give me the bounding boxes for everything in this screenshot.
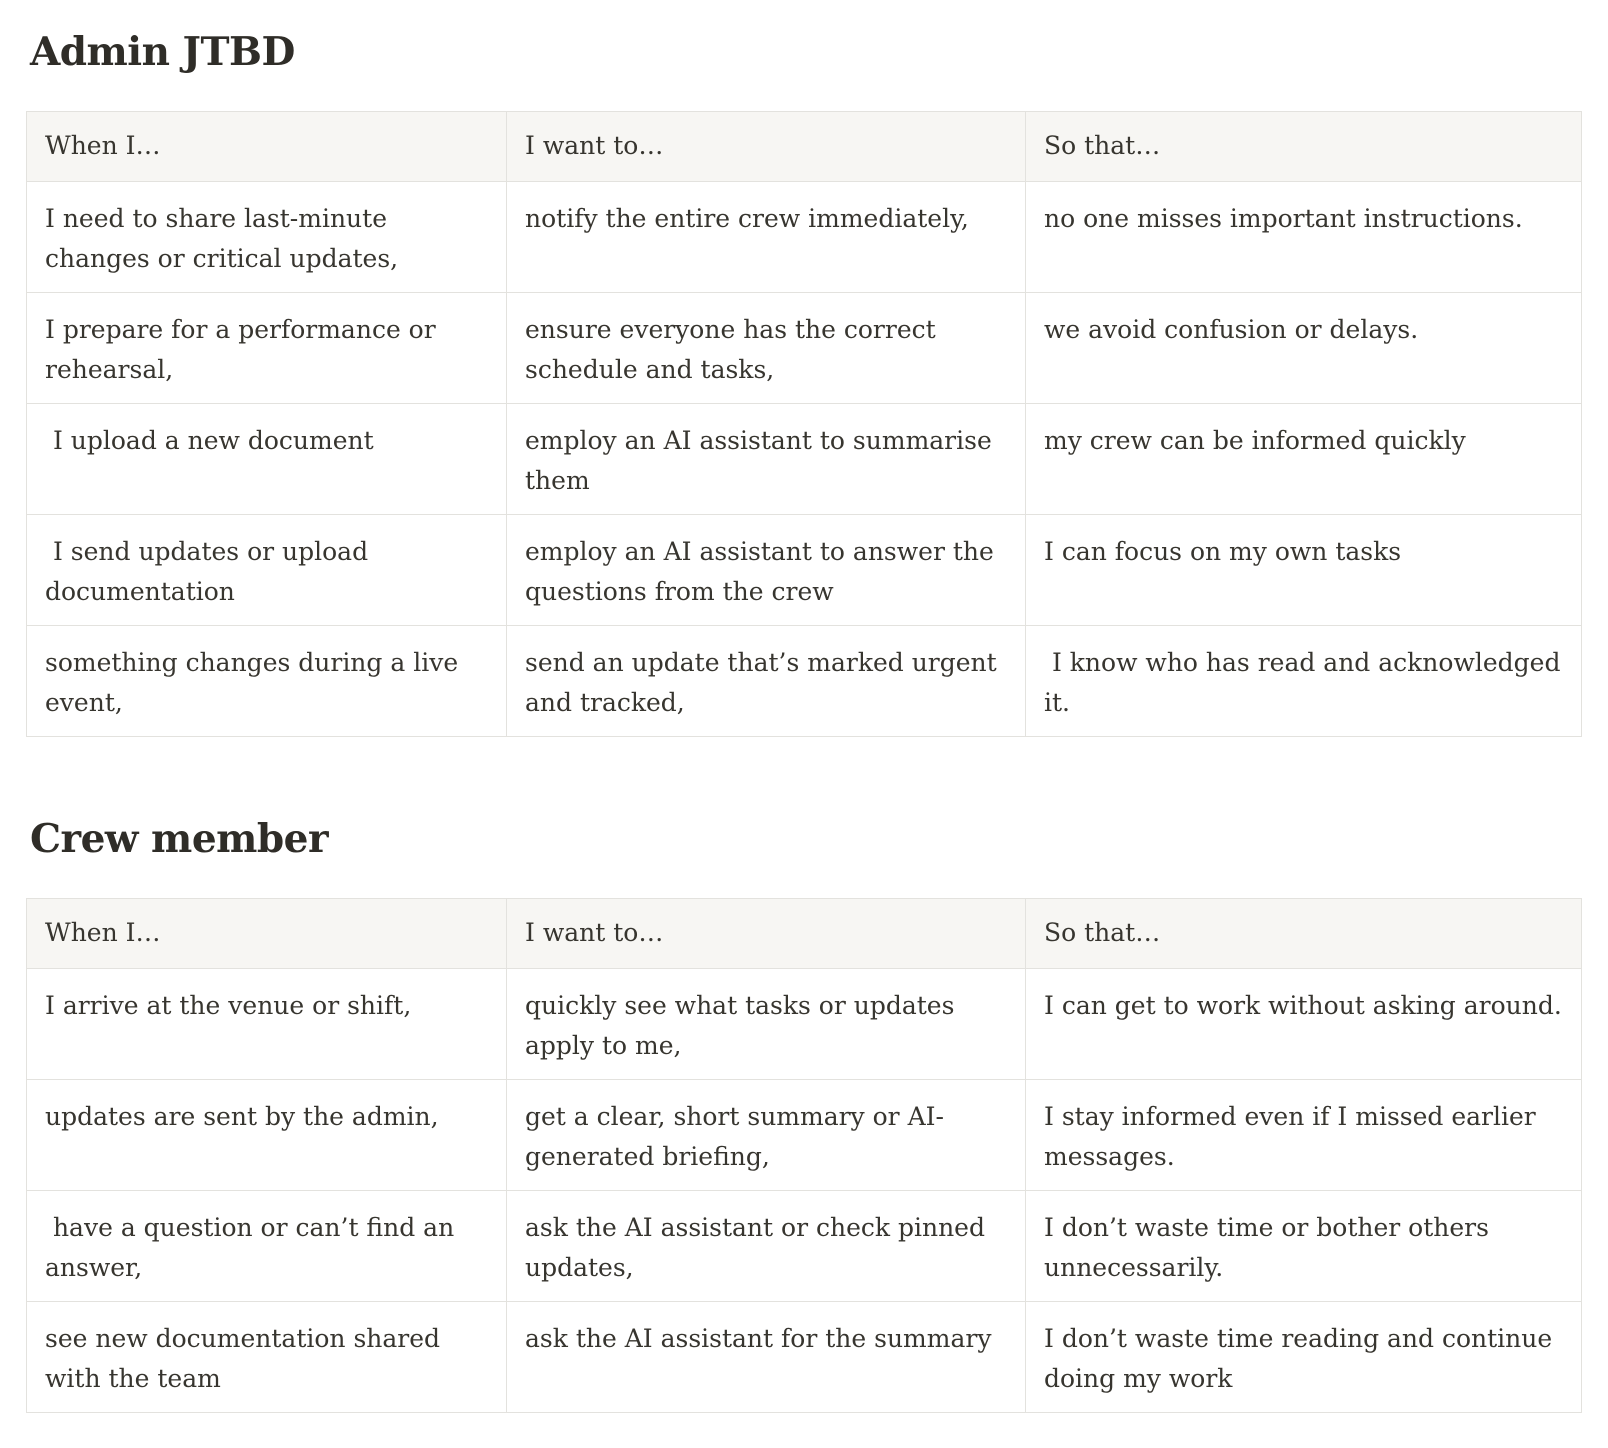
- table-cell[interactable]: ask the AI assistant or check pinned updates,: [507, 1191, 1026, 1302]
- table-cell[interactable]: I send updates or upload documentation: [27, 515, 507, 626]
- section-title-crew: Crew member: [30, 816, 329, 862]
- table-row: [27, 515, 1582, 626]
- admin-jtbd-table: [26, 111, 1582, 737]
- column-header-when[interactable]: When I…: [27, 899, 507, 969]
- table-cell[interactable]: have a question or can’t find an answer,: [27, 1191, 507, 1302]
- table-cell[interactable]: I don’t waste time reading and continue doing my work: [1026, 1302, 1582, 1413]
- table-cell[interactable]: I can get to work without asking around.: [1026, 969, 1582, 1080]
- table-row: [27, 626, 1582, 737]
- table-header-row: [27, 899, 1582, 969]
- table-cell[interactable]: I don’t waste time or bother others unnecessarily.: [1026, 1191, 1582, 1302]
- table-cell[interactable]: we avoid confusion or delays.: [1026, 293, 1582, 404]
- table-cell[interactable]: employ an AI assistant to answer the questions from the crew: [507, 515, 1026, 626]
- table-row: [27, 969, 1582, 1080]
- table-cell[interactable]: I need to share last-minute changes or critical updates,: [27, 182, 507, 293]
- table-cell[interactable]: get a clear, short summary or AI-generated briefing,: [507, 1080, 1026, 1191]
- table-cell[interactable]: updates are sent by the admin,: [27, 1080, 507, 1191]
- column-header-want[interactable]: I want to…: [507, 899, 1026, 969]
- table-cell[interactable]: notify the entire crew immediately,: [507, 182, 1026, 293]
- table-cell[interactable]: something changes during a live event,: [27, 626, 507, 737]
- table-cell[interactable]: I know who has read and acknowledged it.: [1026, 626, 1582, 737]
- column-header-want[interactable]: I want to…: [507, 112, 1026, 182]
- table-cell[interactable]: I can focus on my own tasks: [1026, 515, 1582, 626]
- table-cell[interactable]: see new documentation shared with the team: [27, 1302, 507, 1413]
- column-header-so-that[interactable]: So that…: [1026, 899, 1582, 969]
- table-header-row: [27, 112, 1582, 182]
- table-cell[interactable]: employ an AI assistant to summarise them: [507, 404, 1026, 515]
- table-row: [27, 293, 1582, 404]
- section-title-admin: Admin JTBD: [30, 29, 295, 75]
- table-row: [27, 1191, 1582, 1302]
- table-row: [27, 1080, 1582, 1191]
- table-cell[interactable]: ask the AI assistant for the summary: [507, 1302, 1026, 1413]
- table-cell[interactable]: send an update that’s marked urgent and tracked,: [507, 626, 1026, 737]
- table-cell[interactable]: I prepare for a performance or rehearsal,: [27, 293, 507, 404]
- table-cell[interactable]: no one misses important instructions.: [1026, 182, 1582, 293]
- table-row: [27, 1302, 1582, 1413]
- table-cell[interactable]: I arrive at the venue or shift,: [27, 969, 507, 1080]
- crew-member-jtbd-table: [26, 898, 1582, 1413]
- table-cell[interactable]: I upload a new document: [27, 404, 507, 515]
- table-cell[interactable]: I stay informed even if I missed earlier messages.: [1026, 1080, 1582, 1191]
- table-row: [27, 182, 1582, 293]
- column-header-so-that[interactable]: So that…: [1026, 112, 1582, 182]
- table-cell[interactable]: quickly see what tasks or updates apply to me,: [507, 969, 1026, 1080]
- table-row: [27, 404, 1582, 515]
- table-cell[interactable]: ensure everyone has the correct schedule and tasks,: [507, 293, 1026, 404]
- column-header-when[interactable]: When I…: [27, 112, 507, 182]
- table-cell[interactable]: my crew can be informed quickly: [1026, 404, 1582, 515]
